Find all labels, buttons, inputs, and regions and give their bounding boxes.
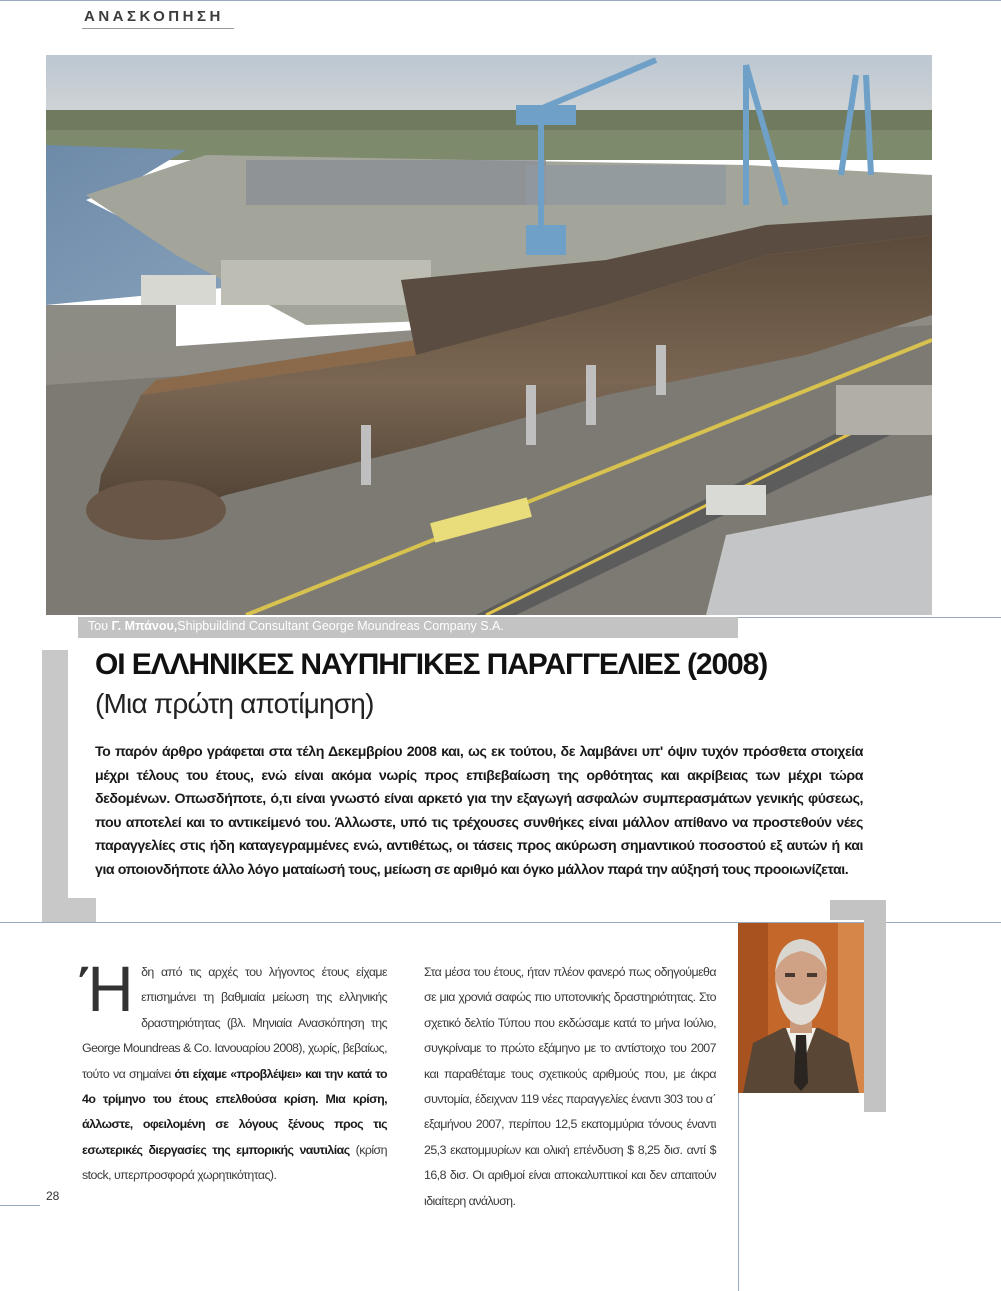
col1-text-1: δη από τις αρχές του λήγοντος έτους είχαμε επισημάνει τη βαθμιαία μείωση της ελληνικής δραστηριότητας (βλ. Μηνιαία Ανασκόπηση της George Moundreas & Co. Ιανουαρίου 2008), χωρίς, βεβαίως, τούτο να σημαίνει <box>82 965 387 1081</box>
byline-affiliation: Shipbuildind Consultant George Moundreas Company S.A. <box>177 619 504 633</box>
hero-photo <box>46 55 932 615</box>
col1-text-2: (κρίση stock, υπερπροσφορά χωρητικότητας). <box>82 1142 387 1183</box>
lead-bracket-horizontal <box>42 898 96 922</box>
lead-bracket-vertical <box>42 650 68 922</box>
page-number: 28 <box>46 1189 60 1203</box>
col1-bold-text: ότι είχαμε «προβλέψει» και την κατά το 4ο τρίμηνο του έτους επελθούσα κρίση. Μια κρίση, άλλωστε, οφειλομένη σε λόγους ξένους προς τις εσωτερικές διεργασίες της εμπορικής ναυτιλίας <box>82 1066 387 1157</box>
author-portrait-icon <box>738 923 864 1093</box>
article-title: ΟΙ ΕΛΛΗΝΙΚΕΣ ΝΑΥΠΗΓΙΚΕΣ ΠΑΡΑΓΓΕΛΙΕΣ (2008) <box>95 648 768 681</box>
lead-paragraph: Το παρόν άρθρο γράφεται στα τέλη Δεκεμβρίου 2008 και, ως εκ τούτου, δε λαμβάνει υπ' όψιν τυχόν πρόσθετα στοιχεία μέχρι τέλους του έτους, ενώ είναι ακόμα νωρίς προς επιβεβαίωση της ορθότητας και ακρίβειας των μέχρι τώρα δεδομένων. Οπωσδήποτε, ό,τι είναι γνωστό είναι αρκετό για την εξαγωγή ασφαλών συμπερασμάτων γενικής φύσεως, που αποτελεί και το αντικείμενό του. Άλλωστε, υπό τις τρέχουσες συνθήκες είναι μάλλον απίθανο να προστεθούν νέες παραγγελίες στις ήδη καταγεγραμμένες ενώ, αντιθέτως, οι τάσεις προς ακύρωση σημαντικού ποσοστού εξ αυτών ή και για οποιονδήποτε άλλο λόγο ματαίωσή τους, μείωση σε αριθμό και όγκο μάλλον παρά την αύξησή τους προοιωνίζεται. <box>95 744 863 878</box>
section-underline <box>82 28 234 29</box>
article-subtitle: (Μια πρώτη αποτίμηση) <box>95 688 374 719</box>
byline-prefix: Του <box>88 619 112 633</box>
portrait-bracket-horizontal <box>830 900 886 920</box>
drop-cap: Ή <box>80 953 134 1025</box>
byline-author: Γ. Μπάνου, <box>111 619 178 633</box>
body-column-1 <box>80 953 387 1189</box>
bottom-rule <box>0 1205 40 1206</box>
author-portrait <box>738 923 864 1093</box>
portrait-bracket-vertical <box>864 900 886 1112</box>
byline-right-rule <box>738 617 1001 618</box>
section-header: ΑΝΑΣΚΟΠΗΣΗ <box>84 8 224 25</box>
shipyard-photo-icon <box>46 55 932 615</box>
column-divider-line <box>738 1093 739 1291</box>
top-rule <box>0 0 1001 1</box>
byline <box>88 619 504 633</box>
body-column-2: Στα μέσα του έτους, ήταν πλέον φανερό πως οδηγούμεθα σε μια χρονιά σαφώς πιο υποτονικής δραστηριότητας. Στο σχετικό δελτίο Τύπου που εκδώσαμε κατά το μήνα Ιούλιο, συγκρίναμε το πρώτο εξάμηνο με το αντίστοιχο του 2007 και παραθέταμε τους σχετικούς αριθμούς που, με άκρα συντομία, έδειχναν 119 νέες παραγγελίες έναντι 303 του α΄ εξαμήνου 2007, περίπου 12,5 εκατομμύρια τόνους έναντι 25,3 εκατομμυρίων και ολική επένδυση $ 8,25 δισ. αντί $ 16,8 δισ. Οι αριθμοί είναι αποκαλυπτικοί και δεν απαιτούν ιδιαίτερη ανάλυση. <box>424 965 716 1208</box>
